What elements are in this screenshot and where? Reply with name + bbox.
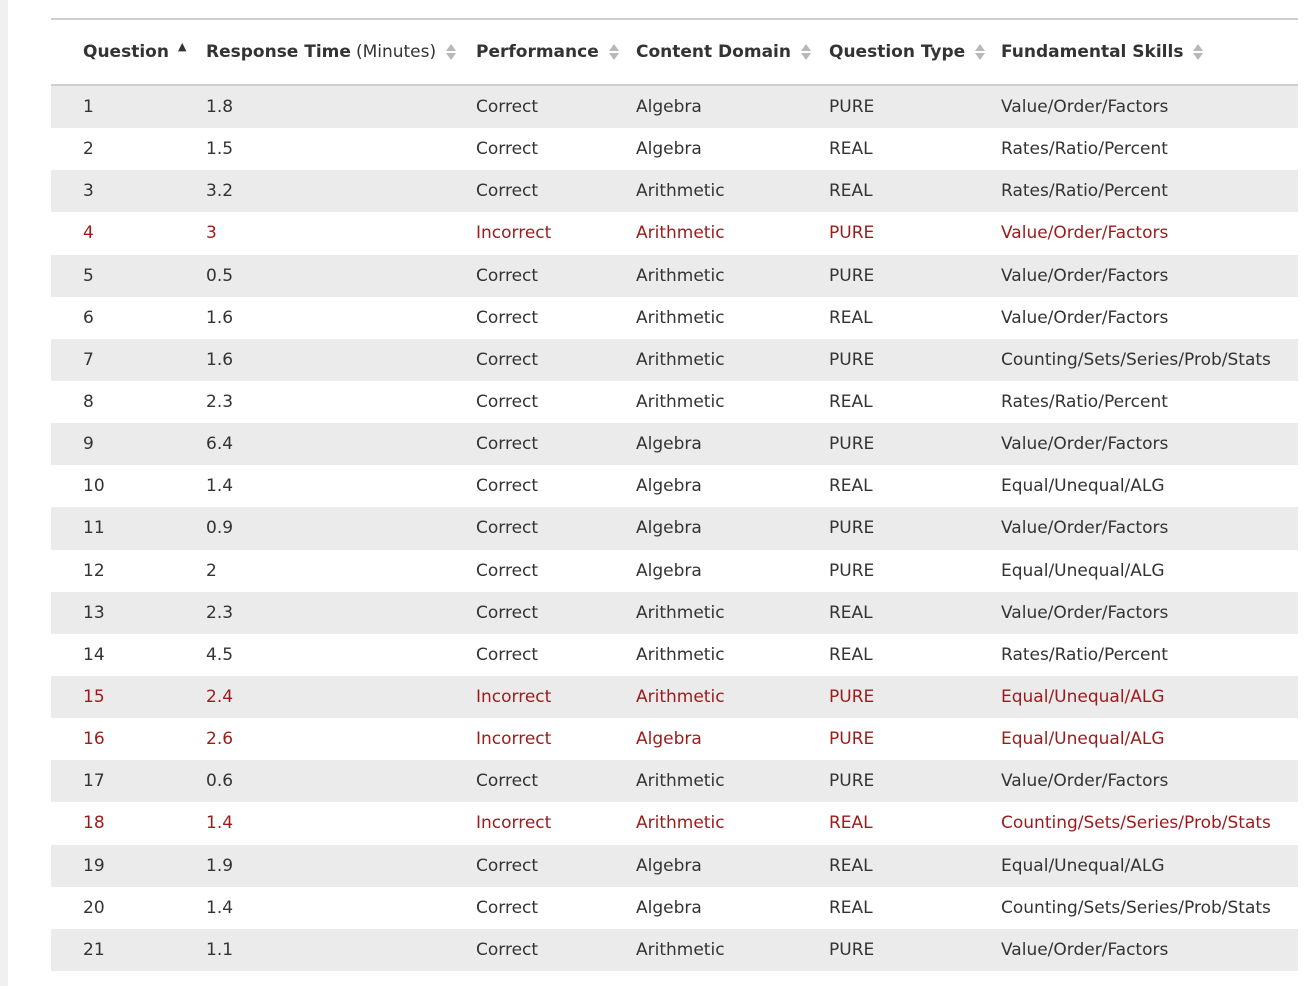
cell-content-domain: Algebra bbox=[636, 476, 702, 497]
table-row bbox=[51, 128, 1298, 170]
cell-content-domain: Arithmetic bbox=[636, 223, 725, 244]
cell-response-time: 2.4 bbox=[206, 687, 234, 708]
cell-performance: Correct bbox=[476, 139, 539, 160]
cell-question-type: PURE bbox=[829, 687, 875, 708]
cell-fundamental-skills: Equal/Unequal/ALG bbox=[1001, 855, 1165, 876]
cell-response-time: 2.6 bbox=[206, 729, 234, 750]
cell-question: 15 bbox=[83, 687, 105, 708]
cell-response-time: 0.5 bbox=[206, 265, 234, 286]
cell-question: 16 bbox=[83, 729, 105, 750]
cell-response-time: 2.3 bbox=[206, 392, 234, 413]
cell-content-domain: Arithmetic bbox=[636, 644, 725, 665]
cell-fundamental-skills: Rates/Ratio/Percent bbox=[1001, 181, 1168, 202]
cell-content-domain: Arithmetic bbox=[636, 307, 725, 328]
cell-question-type: REAL bbox=[829, 602, 873, 623]
cell-response-time: 2 bbox=[206, 560, 217, 581]
table-row bbox=[51, 170, 1298, 212]
column-header-fundamental-skills[interactable] bbox=[1001, 20, 1298, 85]
cell-performance: Correct bbox=[476, 392, 539, 413]
cell-fundamental-skills: Counting/Sets/Series/Prob/Stats bbox=[1001, 813, 1271, 834]
table-body bbox=[51, 85, 1298, 971]
column-header-label: Question Type bbox=[829, 42, 966, 62]
cell-content-domain: Algebra bbox=[636, 855, 702, 876]
cell-fundamental-skills: Counting/Sets/Series/Prob/Stats bbox=[1001, 897, 1271, 918]
cell-fundamental-skills: Counting/Sets/Series/Prob/Stats bbox=[1001, 349, 1271, 370]
cell-content-domain: Arithmetic bbox=[636, 687, 725, 708]
cell-performance: Incorrect bbox=[476, 729, 552, 750]
cell-performance: Correct bbox=[476, 97, 539, 118]
column-header-question-type[interactable] bbox=[829, 20, 1001, 85]
cell-fundamental-skills: Value/Order/Factors bbox=[1001, 939, 1169, 960]
cell-question: 7 bbox=[83, 349, 94, 370]
cell-content-domain: Arithmetic bbox=[636, 771, 725, 792]
cell-question: 9 bbox=[83, 434, 94, 455]
cell-performance: Correct bbox=[476, 771, 539, 792]
cell-question-type: REAL bbox=[829, 307, 873, 328]
cell-response-time: 4.5 bbox=[206, 644, 234, 665]
cell-performance: Correct bbox=[476, 265, 539, 286]
cell-content-domain: Algebra bbox=[636, 434, 702, 455]
cell-question: 2 bbox=[83, 139, 94, 160]
cell-question: 5 bbox=[83, 265, 94, 286]
table-row bbox=[51, 592, 1298, 634]
cell-question: 1 bbox=[83, 97, 94, 118]
cell-performance: Correct bbox=[476, 644, 539, 665]
cell-content-domain: Algebra bbox=[636, 139, 702, 160]
cell-performance: Correct bbox=[476, 476, 539, 497]
cell-response-time: 1.4 bbox=[206, 897, 234, 918]
cell-fundamental-skills: Value/Order/Factors bbox=[1001, 518, 1169, 539]
cell-question: 18 bbox=[83, 813, 105, 834]
cell-performance: Correct bbox=[476, 349, 539, 370]
cell-question-type: PURE bbox=[829, 349, 875, 370]
table-row bbox=[51, 718, 1298, 760]
cell-fundamental-skills: Rates/Ratio/Percent bbox=[1001, 139, 1168, 160]
cell-fundamental-skills: Value/Order/Factors bbox=[1001, 97, 1169, 118]
table-row bbox=[51, 339, 1298, 381]
cell-question-type: REAL bbox=[829, 855, 873, 876]
sort-unsorted-icon bbox=[609, 43, 619, 61]
cell-content-domain: Algebra bbox=[636, 518, 702, 539]
column-header-question[interactable] bbox=[51, 20, 206, 85]
cell-question-type: REAL bbox=[829, 392, 873, 413]
column-header-response-time[interactable] bbox=[206, 20, 476, 85]
cell-question: 21 bbox=[83, 939, 105, 960]
cell-fundamental-skills: Value/Order/Factors bbox=[1001, 265, 1169, 286]
cell-question: 3 bbox=[83, 181, 94, 202]
table-row bbox=[51, 507, 1298, 549]
header-row bbox=[51, 20, 1298, 85]
table-row bbox=[51, 465, 1298, 507]
column-header-label: Question bbox=[83, 42, 169, 62]
table-row bbox=[51, 212, 1298, 254]
cell-response-time: 1.5 bbox=[206, 139, 234, 160]
column-header-label: Performance bbox=[476, 42, 599, 62]
cell-fundamental-skills: Equal/Unequal/ALG bbox=[1001, 560, 1165, 581]
table-row bbox=[51, 423, 1298, 465]
cell-fundamental-skills: Equal/Unequal/ALG bbox=[1001, 687, 1165, 708]
results-table-container bbox=[51, 18, 1298, 971]
cell-response-time: 0.6 bbox=[206, 771, 234, 792]
cell-response-time: 1.1 bbox=[206, 939, 234, 960]
table-row bbox=[51, 676, 1298, 718]
cell-performance: Incorrect bbox=[476, 687, 552, 708]
cell-performance: Correct bbox=[476, 939, 539, 960]
cell-fundamental-skills: Value/Order/Factors bbox=[1001, 602, 1169, 623]
cell-response-time: 2.3 bbox=[206, 602, 234, 623]
cell-performance: Correct bbox=[476, 855, 539, 876]
cell-content-domain: Algebra bbox=[636, 97, 702, 118]
cell-question-type: PURE bbox=[829, 560, 875, 581]
cell-response-time: 6.4 bbox=[206, 434, 234, 455]
cell-response-time: 1.9 bbox=[206, 855, 234, 876]
cell-performance: Correct bbox=[476, 602, 539, 623]
table-row bbox=[51, 255, 1298, 297]
cell-performance: Correct bbox=[476, 560, 539, 581]
cell-content-domain: Arithmetic bbox=[636, 813, 725, 834]
cell-question-type: PURE bbox=[829, 97, 875, 118]
cell-question: 17 bbox=[83, 771, 105, 792]
table-row bbox=[51, 297, 1298, 339]
table-row bbox=[51, 845, 1298, 887]
cell-fundamental-skills: Value/Order/Factors bbox=[1001, 307, 1169, 328]
cell-question: 10 bbox=[83, 476, 105, 497]
cell-question-type: REAL bbox=[829, 139, 873, 160]
cell-content-domain: Arithmetic bbox=[636, 349, 725, 370]
cell-question: 20 bbox=[83, 897, 105, 918]
cell-performance: Incorrect bbox=[476, 813, 552, 834]
cell-question: 11 bbox=[83, 518, 105, 539]
cell-content-domain: Algebra bbox=[636, 560, 702, 581]
cell-content-domain: Algebra bbox=[636, 897, 702, 918]
results-panel bbox=[8, 0, 1306, 986]
cell-performance: Correct bbox=[476, 307, 539, 328]
cell-content-domain: Arithmetic bbox=[636, 265, 725, 286]
cell-question-type: REAL bbox=[829, 813, 873, 834]
cell-question-type: PURE bbox=[829, 434, 875, 455]
sort-unsorted-icon bbox=[975, 43, 985, 61]
cell-performance: Correct bbox=[476, 434, 539, 455]
cell-question-type: REAL bbox=[829, 897, 873, 918]
cell-content-domain: Algebra bbox=[636, 729, 702, 750]
cell-question-type: PURE bbox=[829, 939, 875, 960]
table-row bbox=[51, 381, 1298, 423]
cell-question: 14 bbox=[83, 644, 105, 665]
cell-question: 12 bbox=[83, 560, 105, 581]
cell-performance: Incorrect bbox=[476, 223, 552, 244]
cell-question-type: PURE bbox=[829, 265, 875, 286]
sort-unsorted-icon bbox=[1193, 43, 1203, 61]
table-header bbox=[51, 20, 1298, 85]
sort-unsorted-icon bbox=[801, 43, 811, 61]
column-header-performance[interactable] bbox=[476, 20, 636, 85]
column-header-content-domain[interactable] bbox=[636, 20, 829, 85]
sort-ascending-icon: ▲ bbox=[177, 39, 187, 53]
table-row bbox=[51, 929, 1298, 971]
cell-content-domain: Arithmetic bbox=[636, 602, 725, 623]
cell-response-time: 1.6 bbox=[206, 349, 234, 370]
table-row bbox=[51, 85, 1298, 128]
cell-question: 4 bbox=[83, 223, 94, 244]
cell-fundamental-skills: Rates/Ratio/Percent bbox=[1001, 644, 1168, 665]
cell-response-time: 1.4 bbox=[206, 476, 234, 497]
cell-question: 8 bbox=[83, 392, 94, 413]
cell-question: 19 bbox=[83, 855, 105, 876]
table-row bbox=[51, 634, 1298, 676]
cell-performance: Correct bbox=[476, 897, 539, 918]
cell-question-type: PURE bbox=[829, 729, 875, 750]
table-row bbox=[51, 760, 1298, 802]
cell-response-time: 1.6 bbox=[206, 307, 234, 328]
cell-response-time: 1.8 bbox=[206, 97, 234, 118]
cell-question-type: PURE bbox=[829, 771, 875, 792]
cell-content-domain: Arithmetic bbox=[636, 392, 725, 413]
cell-response-time: 3.2 bbox=[206, 181, 234, 202]
sort-unsorted-icon bbox=[446, 43, 456, 61]
cell-question: 6 bbox=[83, 307, 94, 328]
column-header-label: Response Time bbox=[206, 42, 351, 62]
cell-fundamental-skills: Value/Order/Factors bbox=[1001, 223, 1169, 244]
cell-question-type: PURE bbox=[829, 518, 875, 539]
table-row bbox=[51, 887, 1298, 929]
cell-response-time: 1.4 bbox=[206, 813, 234, 834]
cell-response-time: 3 bbox=[206, 223, 217, 244]
cell-question: 13 bbox=[83, 602, 105, 623]
table-row bbox=[51, 802, 1298, 844]
cell-performance: Correct bbox=[476, 181, 539, 202]
table-row bbox=[51, 550, 1298, 592]
cell-question-type: REAL bbox=[829, 476, 873, 497]
column-header-unit: (Minutes) bbox=[355, 42, 437, 62]
cell-question-type: REAL bbox=[829, 644, 873, 665]
cell-fundamental-skills: Rates/Ratio/Percent bbox=[1001, 392, 1168, 413]
cell-performance: Correct bbox=[476, 518, 539, 539]
results-table bbox=[51, 20, 1298, 971]
cell-question-type: PURE bbox=[829, 223, 875, 244]
column-header-label: Content Domain bbox=[636, 42, 791, 62]
cell-content-domain: Arithmetic bbox=[636, 939, 725, 960]
column-header-label: Fundamental Skills bbox=[1001, 42, 1184, 62]
cell-fundamental-skills: Equal/Unequal/ALG bbox=[1001, 729, 1165, 750]
cell-response-time: 0.9 bbox=[206, 518, 234, 539]
cell-fundamental-skills: Value/Order/Factors bbox=[1001, 771, 1169, 792]
cell-fundamental-skills: Value/Order/Factors bbox=[1001, 434, 1169, 455]
cell-content-domain: Arithmetic bbox=[636, 181, 725, 202]
cell-question-type: REAL bbox=[829, 181, 873, 202]
cell-fundamental-skills: Equal/Unequal/ALG bbox=[1001, 476, 1165, 497]
